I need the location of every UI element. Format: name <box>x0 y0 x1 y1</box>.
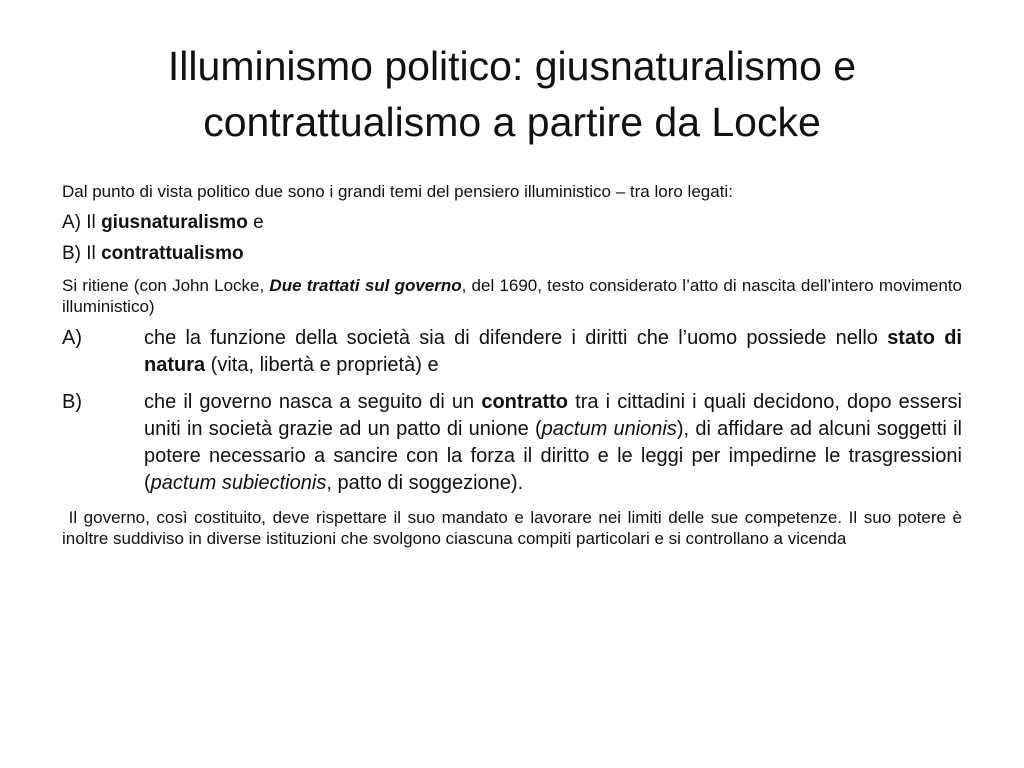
theme-a-suffix: e <box>247 212 264 233</box>
point-a-text <box>144 325 962 379</box>
point-b-after: , patto di soggezione). <box>326 472 524 494</box>
point-a-term: stato di natura <box>144 327 962 376</box>
point-a-before: che la funzione della società sia di difendere i diritti che l’uomo possiede nello <box>144 327 888 349</box>
point-a-after: (vita, libertà e proprietà) e <box>205 354 439 376</box>
theme-b-term: contrattualismo <box>101 243 244 264</box>
slide-body <box>62 181 967 549</box>
point-b-latin1: pactum unionis <box>541 418 677 440</box>
point-b-marker: B) <box>62 391 82 413</box>
locke-after: , del 1690, testo considerato l’atto di nascita dell’intero movimento illuministico) <box>62 276 962 316</box>
theme-b-prefix: B) Il <box>62 243 102 264</box>
point-b-middle2: ), di affidare ad alcuni soggetti il potere necessario a sancire con la forza il diritto e le leggi per impedirne le trasgressioni ( <box>144 418 962 494</box>
theme-b-line <box>62 241 962 267</box>
point-b-latin2: pactum subiectionis <box>150 472 327 494</box>
locke-work-title: Due trattati sul governo <box>269 276 462 295</box>
theme-a-prefix: A) Il <box>62 212 102 233</box>
point-b-middle1: tra i cittadini i quali decidono, dopo essersi uniti in società grazie ad un patto di unione ( <box>144 391 962 440</box>
point-a-item <box>62 325 962 379</box>
point-a-marker: A) <box>62 327 82 349</box>
locke-paragraph <box>62 275 962 317</box>
point-b-term: contratto <box>481 391 568 413</box>
theme-a-term: giusnaturalismo <box>101 212 248 233</box>
closing-paragraph: Il governo, così costituito, deve rispettare il suo mandato e lavorare nei limiti delle sue competenze. Il suo potere è inoltre suddiviso in diverse istituzioni che svolgono ciascuna compiti particolari e si controllano a vicenda <box>62 508 967 548</box>
point-b-text <box>144 389 962 497</box>
intro-paragraph: Dal punto di vista politico due sono i grandi temi del pensiero illuministico – tra loro legati: <box>62 182 733 201</box>
slide-title: Illuminismo politico: giusnaturalismo e contrattualismo a partire da Locke <box>167 43 857 145</box>
point-b-before: che il governo nasca a seguito di un <box>144 391 482 413</box>
theme-a-line <box>62 210 962 236</box>
point-b-item <box>62 389 962 497</box>
locke-before: Si ritiene (con John Locke, <box>62 276 270 295</box>
